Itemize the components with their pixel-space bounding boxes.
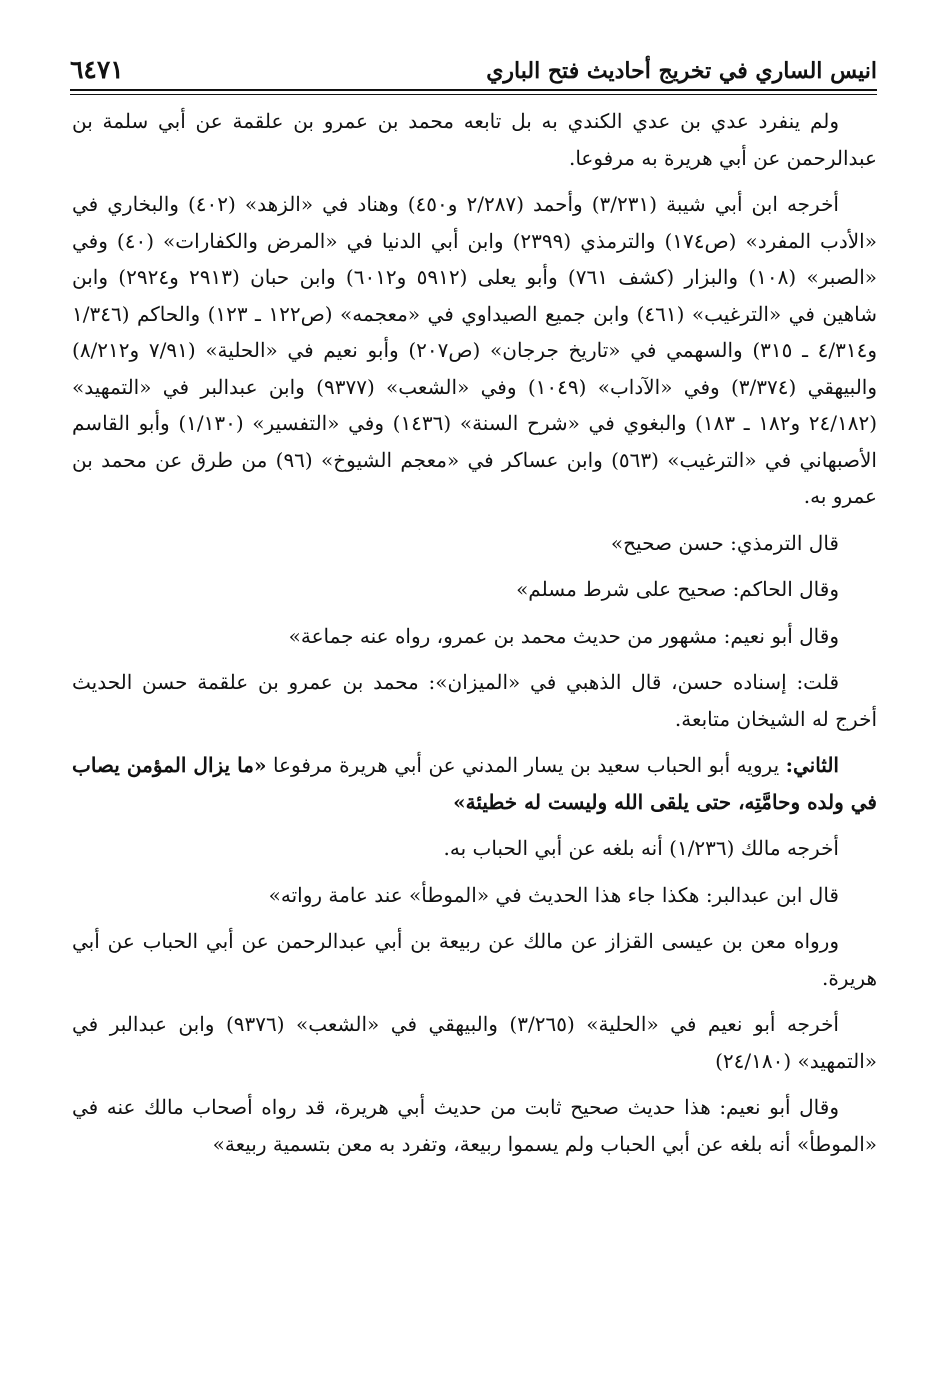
header-rule-thin — [70, 94, 877, 95]
paragraph: وقال الحاكم: صحيح على شرط مسلم» — [516, 577, 839, 601]
paragraph: أخرجه مالك (١/٢٣٦) أنه بلغه عن أبي الحباب به. — [443, 836, 839, 860]
body-text — [72, 103, 877, 1172]
running-header — [70, 44, 877, 84]
paragraph: قال الترمذي: حسن صحيح» — [610, 530, 839, 555]
paragraph: وقال أبو نعيم: هذا حديث صحيح ثابت من حديث أبي هريرة، قد رواه أصحاب مالك عنه في «الموطأ» أنه بلغه عن أبي الحباب ولم يسموا ربيعة، وتفرد به معن بتسمية ربيعة» — [72, 1095, 877, 1156]
hadith-text: «ما يزال المؤمن يصاب في ولده وحامَّتِه، حتى يلقى الله وليست له خطيئة» — [72, 753, 877, 814]
book-title: انيس الساري في تخريج أحاديث فتح الباري — [486, 58, 877, 84]
paragraph: أخرجه ابن أبي شيبة (٣/٢٣١) وأحمد (٢/٢٨٧ و٤٥٠) وهناد في «الزهد» (٤٠٢) والبخاري في «الأدب المفرد» (ص١٧٤) والترمذي (٢٣٩٩) وابن أبي الدنيا في «المرض والكفارات» (٤٠) وفي «الصبر» (١٠٨) والبزار (كشف ٧٦١) وأبو يعلى (٥٩١٢ و٦٠١٢) وابن حبان (٢٩١٣ و٢٩٢٤) وابن شاهين في «الترغيب» (٤٦١) وابن جميع الصيداوي في «معجمه» (ص١٢٢ ـ ١٢٣) والحاكم (١/٣٤٦ و٤/٣١٤ ـ ٣١٥) والسهمي في «تاريخ جرجان» (ص٢٠٧) وأبو نعيم في «الحلية» (٧/٩١ و٨/٢١٢) والبيهقي (٣/٣٧٤) وفي «الآداب» (١٠٤٩) وفي «الشعب» (٩٣٧٧) وابن عبدالبر في «التمهيد» (٢٤/١٨٢ و١٨٢ ـ ١٨٣) والبغوي في «شرح السنة» (١٤٣٦) وفي «التفسير» (١/١٣٠) وأبو القاسم الأصبهاني في «الترغيب» (٥٦٣) وابن عساكر في «معجم الشيوخ» (٩٦) من طرق عن محمد بن عمرو به. — [72, 192, 878, 508]
paragraph: أخرجه أبو نعيم في «الحلية» (٣/٢٦٥) والبيهقي في «الشعب» (٩٣٧٦) وابن عبدالبر في «التمهيد» (٢٤/١٨٠) — [72, 1012, 877, 1073]
section-lead: الثاني: — [785, 753, 839, 777]
paragraph: قال ابن عبدالبر: هكذا جاء هذا الحديث في «الموطأ» عند عامة رواته» — [268, 882, 839, 907]
paragraph: قلت: إسناده حسن، قال الذهبي في «الميزان»: محمد بن عمرو بن علقمة حسن الحديث أخرج له الشيخان متابعة. — [72, 670, 877, 731]
page-number: ٦٤٧١ — [70, 55, 124, 84]
header-rule-thick — [70, 89, 877, 91]
paragraph: ورواه معن بن عيسى القزاز عن مالك عن ربيعة بن أبي عبدالرحمن عن أبي الحباب عن أبي هريرة. — [72, 929, 877, 990]
paragraph: ولم ينفرد عدي بن عدي الكندي به بل تابعه محمد بن عمرو بن علقمة عن أبي سلمة بن عبدالرحمن عن أبي هريرة به مرفوعا. — [72, 109, 877, 170]
paragraph: وقال أبو نعيم: مشهور من حديث محمد بن عمرو، رواه عنه جماعة» — [288, 623, 839, 648]
paragraph: الثاني: يرويه أبو الحباب سعيد بن يسار المدني عن أبي هريرة مرفوعا «ما يزال المؤمن يصاب في ولده وحامَّتِه، حتى يلقى الله وليست له خطيئة» — [72, 753, 877, 814]
